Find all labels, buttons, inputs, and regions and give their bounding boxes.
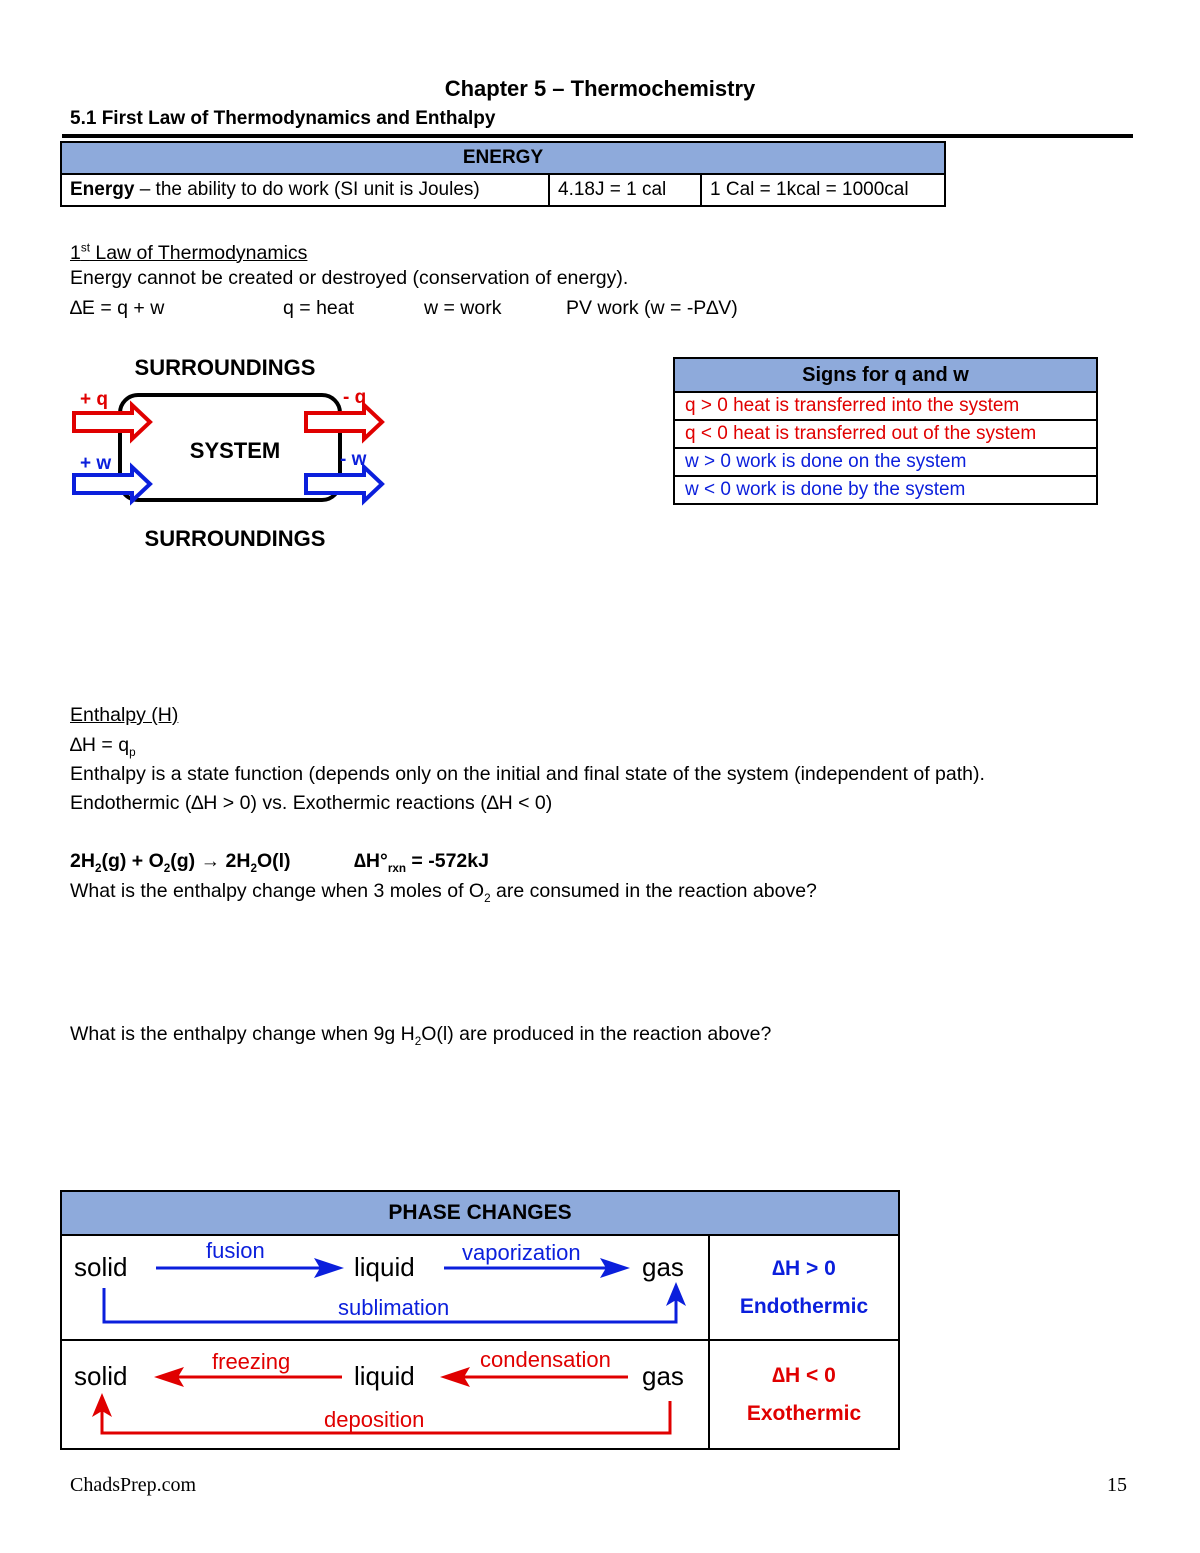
- delta-e-equation: ∆E = q + w: [70, 297, 165, 319]
- reaction-part-4: O(l): [256, 850, 291, 872]
- section-rule: [62, 134, 1133, 138]
- reaction-part-3: (g) → 2H: [170, 850, 251, 872]
- system-label: SYSTEM: [189, 438, 281, 463]
- reaction-part-1: 2H: [70, 850, 95, 872]
- work-out-arrow: [306, 467, 382, 501]
- energy-term: Energy: [70, 179, 135, 200]
- endothermic-cell: [709, 1235, 899, 1340]
- endothermic-label: Endothermic: [739, 1294, 869, 1318]
- first-law-heading-sup: st: [80, 241, 90, 254]
- sublimation-label: sublimation: [338, 1295, 450, 1320]
- plus-w-label: + w: [80, 453, 112, 474]
- system-surroundings-diagram: [60, 345, 410, 560]
- minus-q-label: - q: [343, 387, 367, 408]
- footer-site: ChadsPrep.com: [70, 1474, 197, 1496]
- heat-in-arrow: [74, 405, 150, 439]
- liquid-label-exo: liquid: [354, 1361, 415, 1391]
- gas-label-exo: gas: [642, 1361, 684, 1391]
- solid-label-exo: solid: [74, 1361, 128, 1391]
- energy-definition: – the ability to do work (SI unit is Joules): [134, 179, 480, 200]
- vaporization-label: vaporization: [462, 1240, 581, 1265]
- surroundings-bottom-label: SURROUNDINGS: [144, 526, 326, 551]
- endo-exo-text: Endothermic (∆H > 0) vs. Exothermic reactions (∆H < 0): [70, 792, 553, 814]
- fusion-label: fusion: [206, 1238, 265, 1263]
- endothermic-diagram-cell: [61, 1235, 709, 1340]
- reaction-sub-1: 2: [94, 861, 102, 875]
- signs-table-title: Signs for q and w: [674, 358, 1097, 392]
- page-title: Chapter 5 – Thermochemistry: [444, 76, 756, 101]
- exothermic-label: Exothermic: [746, 1401, 862, 1425]
- page-number: 15: [1107, 1474, 1127, 1496]
- state-function-text: Enthalpy is a state function (depends only on the initial and final state of the system (independent of path).: [70, 763, 985, 785]
- gas-label: gas: [642, 1252, 684, 1282]
- question-1: [70, 876, 817, 914]
- first-law-statement: Energy cannot be created or destroyed (conservation of energy).: [70, 267, 629, 289]
- w-definition: w = work: [424, 297, 502, 319]
- deposition-label: deposition: [324, 1407, 425, 1432]
- signs-row-w-positive: w > 0 work is done on the system: [674, 448, 1097, 476]
- signs-table: [673, 357, 1098, 505]
- surroundings-top-label: SURROUNDINGS: [134, 355, 316, 380]
- reaction-dh: ∆H°: [354, 850, 388, 872]
- liquid-label: liquid: [354, 1252, 415, 1282]
- question-2-part-b: O(l) are produced in the reaction above?: [421, 1023, 772, 1045]
- first-law-heading-num: 1: [70, 241, 81, 264]
- signs-row-q-negative: q < 0 heat is transferred out of the system: [674, 420, 1097, 448]
- reaction-sub-3: 2: [250, 861, 257, 875]
- plus-q-label: + q: [80, 389, 108, 410]
- question-2-part-a: What is the enthalpy change when 9g H: [70, 1023, 415, 1045]
- energy-definition-cell: [61, 174, 549, 206]
- phase-table-title: PHASE CHANGES: [61, 1191, 899, 1235]
- first-law-heading-rest: Law of Thermodynamics: [89, 241, 308, 264]
- question-1-part-a: What is the enthalpy change when 3 moles of O: [70, 880, 485, 902]
- phase-changes-table: [60, 1190, 900, 1450]
- reaction-dh-value: = -572kJ: [406, 850, 489, 872]
- question-2-sub: 2: [414, 1034, 422, 1048]
- signs-row-q-positive: q > 0 heat is transferred into the system: [674, 392, 1097, 420]
- signs-row-w-negative: w < 0 work is done by the system: [674, 476, 1097, 504]
- reaction-dh-sub: rxn: [387, 861, 407, 875]
- exothermic-cell: [709, 1340, 899, 1449]
- question-1-sub: 2: [484, 891, 491, 905]
- question-2: [70, 1019, 771, 1057]
- endothermic-phase-diagram: [62, 1236, 708, 1334]
- enthalpy-definition-sub: p: [129, 745, 136, 759]
- pv-work-equation: PV work (w = -P∆V): [566, 297, 738, 319]
- reaction-sub-2: 2: [163, 861, 171, 875]
- q-definition: q = heat: [283, 297, 355, 319]
- freezing-label: freezing: [212, 1349, 291, 1374]
- reaction-part-2: (g) + O: [101, 850, 164, 872]
- exothermic-phase-diagram: [62, 1341, 708, 1443]
- question-1-part-b: are consumed in the reaction above?: [490, 880, 817, 902]
- exothermic-dh: ∆H < 0: [772, 1363, 836, 1387]
- solid-label: solid: [74, 1252, 128, 1282]
- enthalpy-heading: Enthalpy (H): [70, 704, 179, 726]
- minus-w-label: - w: [340, 449, 367, 470]
- condensation-label: condensation: [480, 1347, 611, 1372]
- energy-conversion-kcal: 1 Cal = 1kcal = 1000cal: [701, 174, 945, 206]
- energy-table: [60, 141, 946, 207]
- energy-table-title: ENERGY: [61, 142, 945, 174]
- section-heading: 5.1 First Law of Thermodynamics and Enthalpy: [70, 108, 496, 129]
- exothermic-diagram-cell: [61, 1340, 709, 1449]
- enthalpy-definition-main: ∆H = q: [70, 734, 130, 756]
- heat-out-arrow: [306, 405, 382, 439]
- energy-conversion-cal: 4.18J = 1 cal: [549, 174, 701, 206]
- endothermic-dh: ∆H > 0: [772, 1256, 836, 1280]
